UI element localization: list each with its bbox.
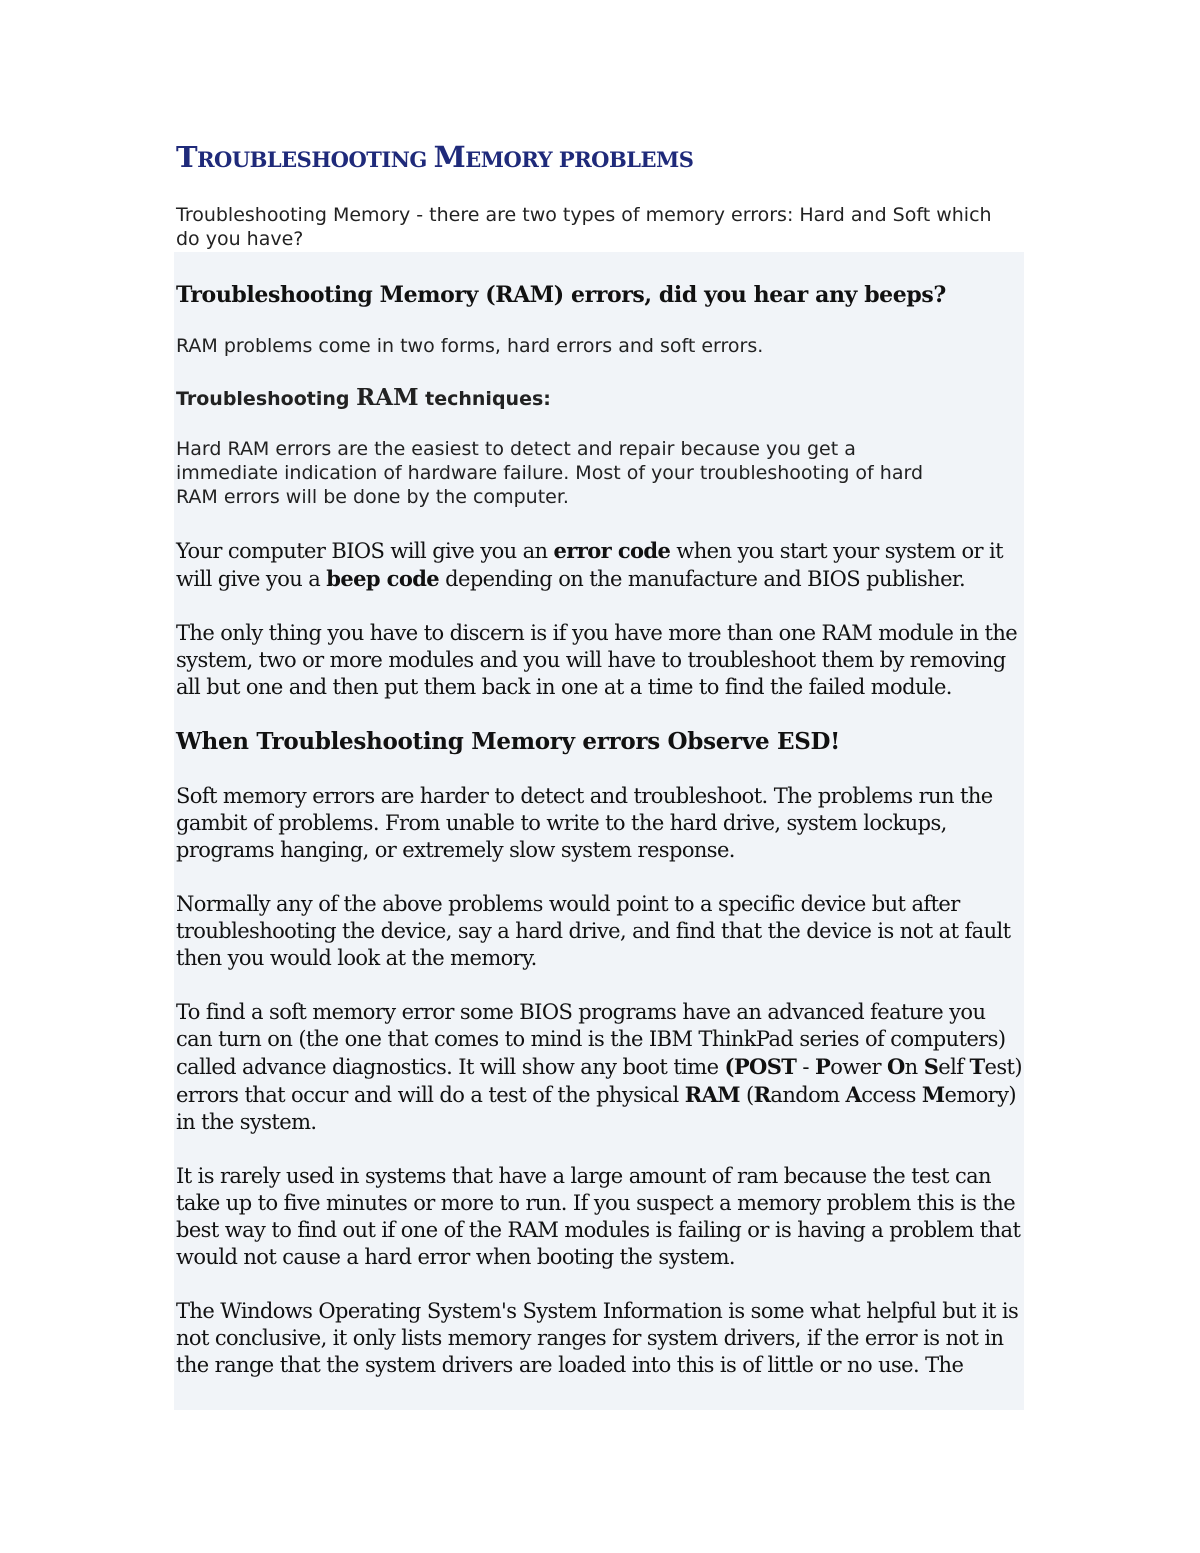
find-text-7: (: [739, 1083, 754, 1107]
techniques-heading: [176, 384, 1022, 413]
soft-errors-paragraph: Soft memory errors are harder to detect and troubleshoot. The problems run the gambit of problems. From unable to write to the hard drive, system lockups, programs hanging, or extremely slow system response.: [176, 784, 993, 862]
ram-forms-paragraph: RAM problems come in two forms, hard errors and soft errors.: [176, 335, 764, 357]
modules-paragraph: The only thing you have to discern is if you have more than one RAM module in the system, two or more modules and you will have to troubleshoot them by removing all but one and then put them back in one at a time to find the failed module.: [176, 621, 1018, 699]
find-text-3: ower: [830, 1055, 887, 1079]
title-rest-2: EMORY PROBLEMS: [465, 147, 694, 172]
ram-m: M: [921, 1082, 945, 1107]
post-p: P: [815, 1054, 831, 1079]
title-cap-1: T: [176, 140, 198, 174]
ram-a: A: [845, 1082, 862, 1107]
find-text-8: andom: [770, 1083, 846, 1107]
content-inner: [176, 252, 1022, 1379]
find-text-4: n: [904, 1055, 924, 1079]
ram-r: R: [753, 1082, 771, 1107]
find-text-5: elf: [938, 1055, 970, 1079]
post-o: O: [886, 1054, 905, 1079]
bios-text-2: when you start your system or it will give you a: [176, 539, 1003, 591]
techniques-heading-ram: RAM: [356, 384, 419, 411]
error-code-term: error code: [553, 538, 671, 563]
hard-errors-paragraph: Hard RAM errors are the easiest to detect and repair because you get a immediate indication of hardware failure. Most of your troubleshooting of hard RAM errors will be done by the computer.: [176, 438, 924, 508]
ram-term: RAM: [684, 1082, 740, 1107]
rarely-used-paragraph: It is rarely used in systems that have a large amount of ram because the test can take up to five minutes or more to run. If you suspect a memory problem this is the best way to find out if one of the RAM modules is failing or is having a problem that would not cause a hard error when booting the system.: [176, 1164, 1021, 1269]
bios-paragraph: [176, 537, 1022, 593]
title-rest-1: ROUBLESHOOTING: [197, 147, 434, 172]
post-s: S: [923, 1054, 939, 1079]
find-soft-error-paragraph: [176, 999, 1022, 1136]
section-heading: Troubleshooting Memory (RAM) errors, did you hear any beeps?: [176, 282, 946, 308]
intro-paragraph: Troubleshooting Memory - there are two types of memory errors: Hard and Soft which do you have?: [176, 204, 992, 250]
bios-text-3: depending on the manufacture and BIOS publisher.: [439, 567, 966, 591]
content-panel: [174, 252, 1024, 1410]
bios-text-1: Your computer BIOS will give you an: [176, 539, 554, 563]
find-text-2: -: [796, 1055, 815, 1079]
techniques-heading-post: techniques:: [418, 388, 551, 410]
post-term: (POST: [724, 1054, 797, 1079]
find-text-1: To find a soft memory error some BIOS programs have an advanced feature you can turn on (the one that comes to mind is the IBM ThinkPad series of computers) called advance diagnostics. It will show any boot time: [176, 1000, 1006, 1079]
title-cap-2: M: [433, 140, 466, 174]
find-text-9: ccess: [861, 1083, 922, 1107]
beep-code-term: beep code: [326, 566, 440, 591]
esd-heading: When Troubleshooting Memory errors Observe ESD!: [176, 728, 840, 755]
normally-paragraph: Normally any of the above problems would point to a specific device but after troubleshooting the device, say a hard drive, and find that the device is not at fault then you would look at the memory.: [176, 892, 1011, 970]
techniques-heading-pre: Troubleshooting: [176, 388, 357, 410]
find-text-6: est) errors that occur and will do a test of the physical: [176, 1055, 1022, 1107]
page-title: [176, 140, 693, 174]
windows-paragraph: The Windows Operating System's System Information is some what helpful but it is not conclusive, it only lists memory ranges for system drivers, if the error is not in the range that the system drivers are loaded into this is of little or no use. The: [176, 1299, 1019, 1377]
find-text-10: emory) in the system.: [176, 1083, 1016, 1134]
post-t: T: [969, 1054, 985, 1079]
